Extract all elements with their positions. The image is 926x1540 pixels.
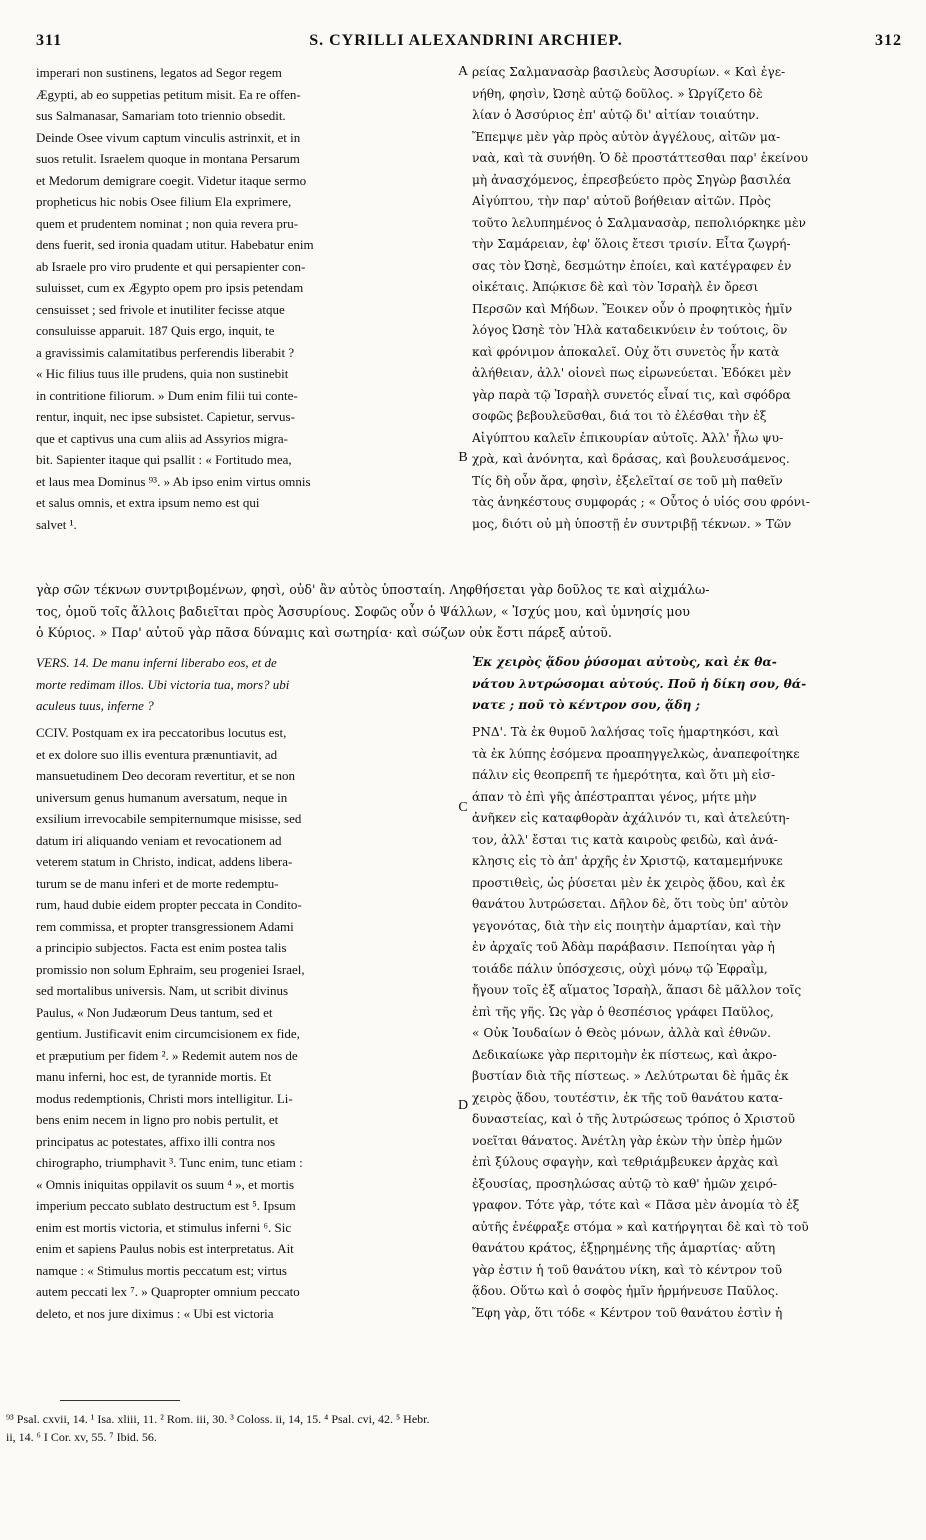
greek-text-line: γὰρ παρὰ τῷ Ἰσραὴλ συνετός εἶναί τις, καὶ σφόδρα [472, 387, 791, 402]
footnote-line: ii, 14. ⁶ I Cor. xv, 55. ⁷ Ibid. 56. [6, 1430, 157, 1444]
greek-column-top [472, 62, 896, 536]
greek-text-line: προστιθεὶς, ὡς ῥύσεται μὲν ἐκ χειρὸς ᾅδου, καὶ ἐκ [472, 875, 786, 890]
greek-text-line: βυστίαν διὰ τῆς πίστεως. » Λελύτρωται δὲ ἡμᾶς ἐκ [472, 1069, 789, 1083]
full-width-text-line: γὰρ σῶν τέκνων συντριβομένων, φησὶ, οὐδ' ἂν αὐτὸς ὑποσταίη. Ληφθήσεται γὰρ δοῦλος τε καὶ αἰχμάλω- [36, 582, 710, 597]
latin-text-line: exsilium irrevocabile sempiternumque misisse, sed [36, 811, 302, 826]
margin-letter-b: B [458, 450, 468, 465]
page-number-left: 311 [36, 32, 63, 49]
latin-text-line: salvet ¹. [36, 516, 77, 532]
greek-text-line: λίαν ὁ Ἀσσύριος ἐπ' αὐτῷ δι' αἰτίαν τοιαύτην. [472, 108, 760, 122]
greek-text-line: νήθη, φησὶν, Ὠσηὲ αὐτῷ δοῦλος. » Ὠργίζετο δὲ [472, 86, 763, 101]
greek-text-line: τὰς ἀνηκέστους συμφοράς ; « Οὗτος ὁ υἱός σου φρόνι- [472, 495, 810, 509]
verse-latin-line: VERS. 14. De manu inferni liberabo eos, et de [36, 655, 277, 670]
latin-text-line: Paulus, « Non Judæorum Deus tantum, sed et [36, 1004, 273, 1020]
footnote-line: ⁹³ Psal. cxvii, 14. ¹ Isa. xliii, 11. ² Rom. iii, 30. ³ Coloss. ii, 14, 15. ⁴ Psal. cvi, 42. ⁵ Hebr. [6, 1412, 430, 1426]
greek-column-bottom [472, 722, 896, 1326]
latin-text-line: gentium. Justificavit enim circumcisionem ex fide, [36, 1026, 300, 1041]
greek-text-line: τον, ἀλλ' ἔσται τις κατὰ καιροὺς φειδὼ, καὶ ἀνά- [472, 832, 778, 847]
greek-text-line: Ἔφη γὰρ, ὅτι τόδε « Κέντρον τοῦ θανάτου ἐστὶν ἡ [472, 1305, 783, 1320]
latin-text-line: enim et sapiens Paulus nobis est interpretatus. Ait [36, 1241, 294, 1256]
latin-text-line: « Omnis iniquitas oppilavit os suum ⁴ », et mortis [36, 1176, 295, 1192]
greek-text-line: θανάτου κράτος, ἐξῃρημένης τῆς ἁμαρτίας· αὕτη [472, 1241, 776, 1255]
verse-greek-line: Ἐκ χειρὸς ᾅδου ῥύσομαι αὐτοὺς, καὶ ἐκ θα- [472, 655, 777, 669]
greek-text-line: μος, διότι οὐ μὴ ὑποστῇ ἐν συντριβῇ τέκνων. » Τῶν [472, 516, 792, 531]
greek-text-line: σοφῶς βεβουλεῦσθαι, διά τοι τὸ ἐλέσθαι τὴν ἐξ [472, 409, 767, 423]
latin-text-line: et præputium per fidem ². » Redemit autem nos de [36, 1047, 298, 1063]
margin-letter-d: D [457, 1098, 469, 1113]
latin-text-line: manu inferni, hoc est, de tyrannide mortis. Et [36, 1069, 272, 1084]
greek-text-line: θανάτου λυτρώσεται. Δῆλον δὲ, ὅτι τοὺς ὑπ' αὐτὸν [472, 897, 789, 911]
latin-text-line: chirographo, triumphavit ³. Tunc enim, tunc etiam : [36, 1155, 303, 1170]
greek-text-line: ᾅδου. Οὕτω καὶ ὁ σοφὸς ἡμῖν ἡρμήνευσε Παῦλος. [472, 1284, 779, 1298]
greek-text-line: νοεῖται θάνατος. Ἀνέτλη γὰρ ἑκὼν τὴν ὑπὲρ ἡμῶν [472, 1133, 783, 1148]
latin-text-line: ab Israele pro viro prudente et qui persapienter con- [36, 258, 306, 274]
latin-text-line: bit. Sapienter itaque qui psallit : « Fortitudo mea, [36, 452, 292, 467]
latin-text-line: universum genus humanum aversatum, neque in [36, 789, 288, 805]
latin-text-line: datum iri aliquando veniam et revocationem ad [36, 832, 282, 848]
latin-text-line: Deinde Osee vivum captum vinculis astrinxit, et in [36, 129, 301, 145]
verse-greek-line: νάτου λυτρώσομαι αὐτούς. Ποῦ ἡ δίκη σου, θά- [472, 676, 807, 691]
latin-text-line: quem et prudentem nominat ; non quia revera pru- [36, 215, 299, 231]
latin-text-line: a principio subjectos. Facta est enim postea talis [36, 940, 287, 955]
running-title: S. CYRILLI ALEXANDRINI ARCHIEP. [309, 32, 623, 49]
greek-text-line: « Οὐκ Ἰουδαίων ὁ Θεὸς μόνων, ἀλλὰ καὶ ἐθνῶν. [472, 1026, 771, 1040]
verse-latin-line: aculeus tuus, inferne ? [36, 698, 154, 713]
latin-text-line: et laus mea Dominus ⁹³. » Ab ipso enim virtus omnis [36, 473, 311, 489]
verse-greek-line: νατε ; ποῦ τὸ κέντρον σου, ᾅδη ; [472, 698, 701, 712]
verse-latin-line: morte redimam illos. Ubi victoria tua, mors? ubi [36, 676, 290, 692]
latin-text-line: propheticus hic nobis Osee filium Ela exprimere, [36, 194, 292, 209]
greek-text-line: Αἰγύπτου καλεῖν ἐπικουρίαν αὐτοῖς. Ἀλλ' ἦλω ψυ- [472, 430, 784, 445]
margin-letter-c: C [458, 800, 468, 815]
latin-text-line: deleto, et nos jure diximus : « Ubi est victoria [36, 1305, 274, 1321]
greek-text-line: Τίς δὴ οὖν ἄρα, φησὶν, ἐξελεῖταί σε τοῦ μὴ παθεῖν [472, 473, 783, 488]
greek-text-line: ἐν ἀρχαῖς τοῦ Ἀδὰμ παράβασιν. Πεποίηται γὰρ ἡ [472, 940, 775, 954]
greek-text-line: δυναστείας, καὶ ὁ τῆς λυτρώσεως τρόπος ὁ Χριστοῦ [472, 1112, 795, 1126]
verse-heading-greek [472, 652, 896, 718]
greek-text-line: ἀλήθειαν, ἀλλ' οἱονεὶ πως εἰρωνεύεται. Ἐδόκει μὲν [472, 366, 792, 380]
greek-text-line: ἀνῆκεν εἰς καταφθορὰν ἀχάλινόν τι, καὶ ἀτελεύτη- [472, 811, 790, 825]
greek-text-line: πάλιν εἰς θεοπρεπῆ τε ἡμερότητα, καὶ ὅτι μὴ εἰσ- [472, 768, 776, 782]
latin-text-line: dens fuerit, sed ironia quadam utitur. Habebatur enim [36, 237, 314, 252]
latin-text-line: mansuetudinem Deo decoram revertitur, et se non [36, 768, 296, 783]
margin-letter-a: A [457, 64, 469, 79]
latin-text-line: Ægypti, ab eo suppetias petitum misit. Ea re offen- [36, 86, 301, 102]
latin-text-line: rem commissa, et propter transgressionem Adami [36, 918, 294, 934]
greek-text-line: τὴν Σαμάρειαν, ἐφ' ὅλοις ἔτεσι τρισίν. Εἶτα ζωγρή- [472, 237, 791, 251]
greek-text-line: χειρὸς ᾅδου, τουτέστιν, ἐκ τῆς τοῦ θανάτου κατα- [472, 1090, 783, 1105]
greek-text-line: καὶ φρόνιμον ἀποκαλεῖ. Οὐχ ὅτι συνετὸς ἦν κατὰ [472, 344, 780, 359]
latin-text-line: CCIV. Postquam ex ira peccatoribus locutus est, [36, 725, 287, 740]
greek-text-line: γὰρ ἐστιν ἡ τοῦ θανάτου νίκη, καὶ τὸ κέντρον τοῦ [472, 1262, 782, 1277]
latin-text-line: censuisset ; sed frivole et inutiliter fecisse atque [36, 301, 285, 317]
latin-text-line: promissio non solum Ephraim, seu progeniei Israel, [36, 961, 305, 977]
latin-text-line: et salus omnis, et extra ipsum nemo est qui [36, 495, 260, 510]
greek-text-line: λόγος Ὠσηὲ τὸν Ἠλὰ καταδεικνύειν ἐν τούτοις, ὃν [472, 323, 788, 337]
greek-text-line: Αἰγύπτου, τὴν παρ' αὐτοῦ βοήθειαν αἰτῶν. Πρὸς [472, 194, 771, 208]
greek-text-line: ἐπὶ τῆς γῆς. Ὡς γὰρ ὁ θεσπέσιος γράφει Παῦλος, [472, 1004, 774, 1019]
latin-text-line: principatus ac potestates, affixo illi contra nos [36, 1133, 276, 1149]
greek-text-line: μὴ ἀνασχόμενος, ἐπρεσβεύετο πρὸς Σηγὼρ βασιλέα [472, 172, 791, 187]
full-width-greek-text [36, 579, 896, 645]
latin-text-line: suos retulit. Israelem quoque in montana Persarum [36, 151, 300, 166]
greek-text-line: ρείας Σαλμανασὰρ βασιλεὺς Ἀσσυρίων. « Καὶ ἐγε- [472, 65, 786, 79]
footnotes [6, 1410, 866, 1446]
latin-text-line: veterem statum in Christo, indicat, addens libera- [36, 854, 293, 869]
latin-text-line: namque : « Stimulus mortis peccatum est; virtus [36, 1262, 287, 1278]
page [30, 32, 902, 1512]
latin-text-line: sus Salmanasar, Samariam toto triennio obsedit. [36, 108, 286, 123]
latin-text-line: sed mortalibus universis. Nam, ut scribit divinus [36, 983, 289, 998]
latin-column-top [36, 62, 460, 536]
latin-text-line: enim est mortis victoria, et stimulus inferni ⁶. Sic [36, 1219, 292, 1235]
running-header [30, 32, 902, 54]
latin-text-line: imperari non sustinens, legatos ad Segor regem [36, 65, 282, 80]
greek-text-line: χρὰ, καὶ ἀνόνητα, καὶ δράσας, καὶ βουλευσάμενος. [472, 452, 790, 466]
greek-text-line: τοῦτο λελυπημένος ὁ Σαλμανασὰρ, πεπολιόρκηκε μὲν [472, 215, 806, 230]
latin-text-line: bens enim necem in ligno pro nobis pertulit, et [36, 1112, 279, 1127]
latin-text-line: rum, haud dubie eidem propter peccata in Condito- [36, 897, 302, 912]
latin-text-line: autem peccati lex ⁷. » Quapropter omnium peccato [36, 1284, 300, 1299]
greek-text-line: ναὰ, καὶ τὰ συνήθη. Ὁ δὲ προστάττεσθαι παρ' ἐκείνου [472, 151, 809, 165]
latin-text-line: modus redemptionis, Christi mors intelligitur. Li- [36, 1090, 293, 1106]
greek-text-line: ΡΝΔ'. Τὰ ἐκ θυμοῦ λαλήσας τοῖς ἡμαρτηκόσι, καὶ [472, 725, 780, 739]
page-number-right: 312 [875, 32, 902, 49]
latin-text-line: a gravissimis calamitatibus perferendis liberabit ? [36, 344, 295, 360]
greek-text-line: κλησις εἰς τὸ ἀπ' ἀρχῆς ἐν Χριστῷ, καταμεμήνυκε [472, 854, 783, 868]
latin-text-line: consuluisse apparuit. 187 Quis ergo, inquit, te [36, 323, 275, 338]
greek-text-line: οἰκέταις. Ἀπῴκισε δὲ καὶ τὸν Ἰσραὴλ ἐν ὄρεσι [472, 280, 759, 294]
latin-text-line: suluisset, cum ex Ægypto opem pro ipsis petendam [36, 280, 304, 295]
greek-text-line: ἐξουσίας, προσηλώσας αὐτῷ τὸ καθ' ἡμῶν χειρό- [472, 1176, 778, 1191]
greek-text-line: τοιάδε πάλιν ὑπόσχεσις, οὐχὶ μόνῳ τῷ Ἐφραῒμ, [472, 961, 768, 976]
latin-text-line: que et captivus una cum aliis ad Assyrios migra- [36, 430, 289, 446]
latin-text-line: rentur, inquit, nec ipse subsistet. Capietur, servus- [36, 409, 295, 424]
greek-text-line: Ἔπεμψε μὲν γὰρ πρὸς αὐτὸν ἀγγέλους, αἰτῶν μα- [472, 129, 781, 144]
latin-text-line: et Medorum demigrare coegit. Videtur itaque sermo [36, 172, 307, 188]
greek-text-line: Περσῶν καὶ Μήδων. Ἔοικεν οὖν ὁ προφητικὸς ἡμῖν [472, 301, 793, 316]
greek-text-line: ἤγουν τοῖς ἐξ αἵματος Ἰσραὴλ, ἅπασι δὲ μᾶλλον τοῖς [472, 983, 802, 997]
greek-text-line: ἐπὶ ξύλους σφαγὴν, καὶ τεθριάμβευκεν ἀρχὰς καὶ [472, 1155, 779, 1169]
greek-text-line: τὰ ἐκ λύπης ἐσόμενα προαπηγγελκὼς, ἀναπεφοίτηκε [472, 746, 800, 761]
greek-text-line: άπαν τὸ ἐπὶ γῆς ἀπέστραπται γένος, μήτε μὴν [472, 789, 757, 804]
greek-text-line: αὐτῆς ἐνέφραξε στόμα » καὶ κατήργηται δὲ καὶ τὸ τοῦ [472, 1219, 809, 1234]
full-width-text-line: τος, ὁμοῦ τοῖς ἄλλοις βαδιεῖται πρὸς Ἀσσυρίους. Σοφῶς οὖν ὁ Ψάλλων, « Ἰσχύς μου, καὶ ὑμνησίς μου [36, 603, 690, 619]
full-width-text-line: ὁ Κύριος. » Παρ' αὐτοῦ γὰρ πᾶσα δύναμις καὶ σωτηρία· καὶ σώζων οὐκ ἔστι πάρεξ αὐτοῦ. [36, 625, 612, 640]
footnote-rule [60, 1400, 180, 1401]
latin-text-line: « Hic filius tuus ille prudens, quia non sustinebit [36, 366, 289, 381]
greek-text-line: γραφον. Τότε γὰρ, τότε καὶ « Πᾶσα μὲν ἀνομία τὸ ἐξ [472, 1198, 800, 1212]
greek-text-line: Δεδικαίωκε γὰρ περιτομὴν ἐκ πίστεως, καὶ ἀκρο- [472, 1047, 777, 1062]
verse-heading-latin [36, 652, 460, 718]
greek-text-line: σας τὸν Ὠσηὲ, δεσμώτην ἐποίει, καὶ κατέγραφεν ἐν [472, 258, 792, 273]
latin-text-line: turum se de manu inferi et de morte redemptu- [36, 875, 279, 891]
latin-text-line: in contritione filiorum. » Dum enim filii tui conte- [36, 387, 298, 403]
latin-column-bottom [36, 722, 460, 1326]
latin-text-line: et ex dolore suo illis eventura prænuntiavit, ad [36, 746, 278, 762]
greek-text-line: γεγονότας, διὰ τὴν εἰς ποιητὴν ἁμαρτίαν, καὶ τὴν [472, 918, 782, 933]
latin-text-line: imperium peccato sublato destructum est ⁵. Ipsum [36, 1198, 296, 1213]
